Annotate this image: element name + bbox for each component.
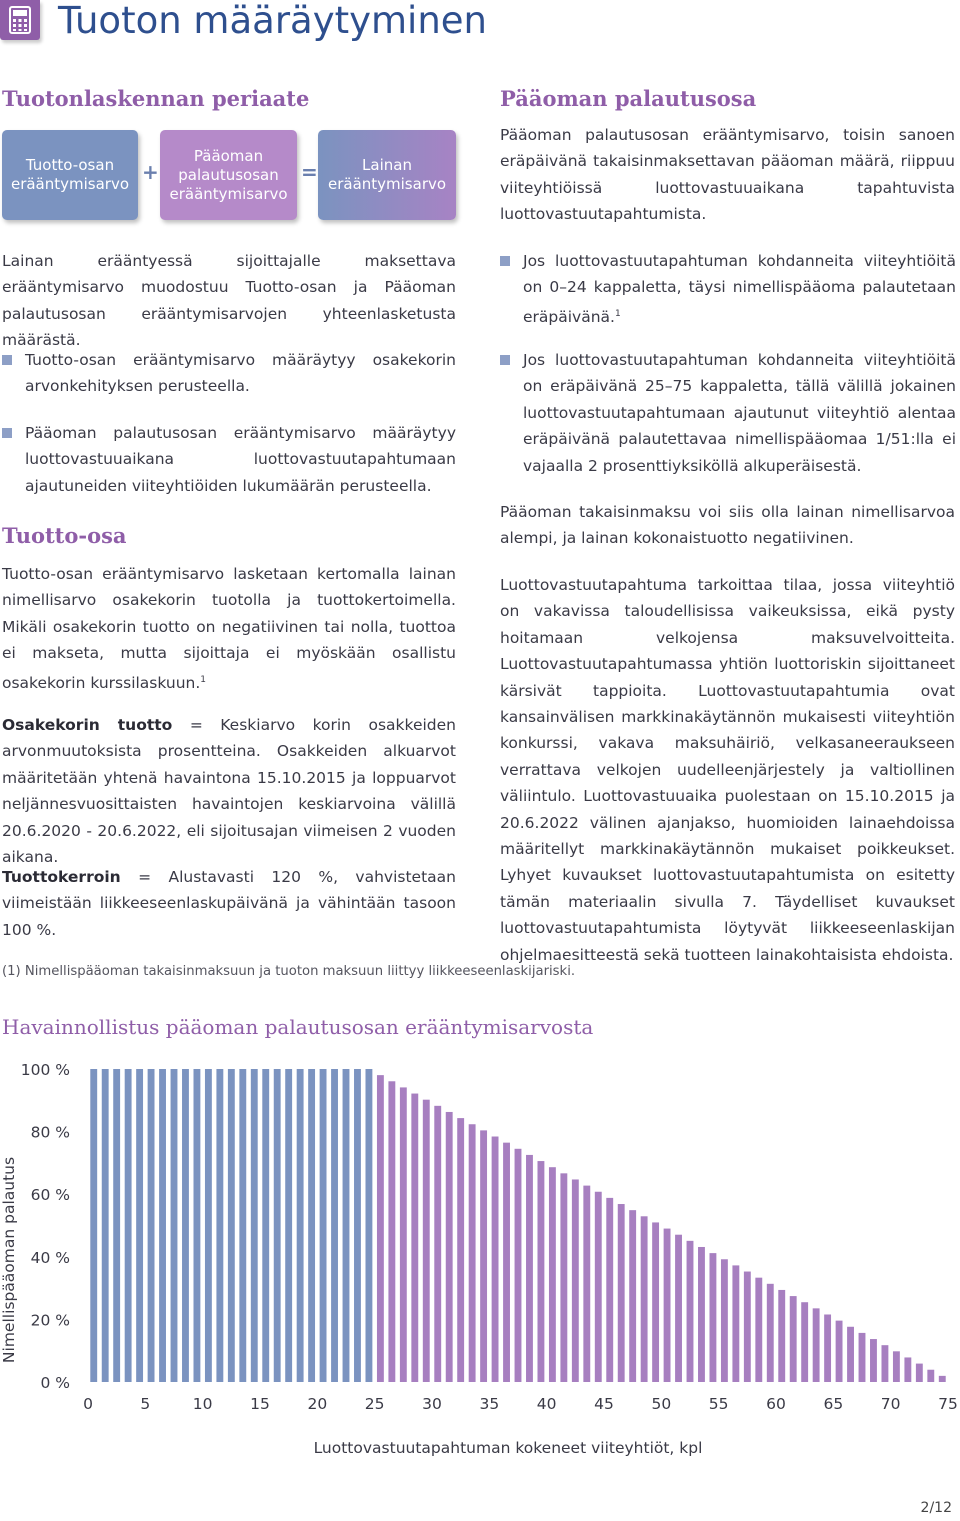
footnote-ref: 1: [614, 308, 621, 319]
x-tick-label: 5: [140, 1395, 151, 1413]
x-tick-label: 45: [594, 1395, 614, 1413]
bar: [732, 1265, 739, 1382]
osakekorin-tuotto-label: Osakekorin tuotto: [2, 716, 173, 734]
bar: [457, 1118, 464, 1382]
bar: [549, 1167, 556, 1382]
section-title-tuotto-osa: Tuotto-osa: [2, 523, 127, 548]
section-title-paaoman-palautusosa: Pääoman palautusosa: [500, 86, 757, 111]
x-tick-label: 15: [250, 1395, 270, 1413]
bar: [343, 1069, 350, 1382]
bar: [113, 1069, 120, 1382]
y-tick-label: 60 %: [30, 1186, 70, 1205]
bar: [205, 1069, 212, 1382]
bar: [469, 1124, 476, 1382]
footnote-ref: 1: [200, 674, 207, 685]
x-axis-label: Luottovastuutapahtuman kokeneet viiteyhtiöt, kpl: [313, 1439, 703, 1457]
y-tick-label: 20 %: [30, 1311, 70, 1330]
bar: [262, 1069, 269, 1382]
bar: [148, 1069, 155, 1382]
bar: [90, 1069, 97, 1382]
bar: [285, 1069, 292, 1382]
bar: [778, 1290, 785, 1382]
bar: [400, 1087, 407, 1382]
bar: [228, 1069, 235, 1382]
right-paragraph-3: Luottovastuutapahtuma tarkoittaa tilaa, jossa viiteyhtiö on vakavissa taloudellisissa vaikeuksissa, eikä pysty hoitamaan velkojensa maksuvelvoitteita. Luottovastuutapahtumassa yhtiön luottoriskin sijoittaneet kärsivät tappioita. Luottovastuutapahtumia ovat kansainvälisen markkinakäytännön mukaisesti viiteyhtiön konkurssi, vakava maksuhäiriö, velkasaneeraukseen verrattava velkojen uudelleenjärjestely ja valtiollinen väliintulo. Luottovastuuaika puolestaan on 15.10.2015 ja 20.6.2022 välinen ajanjakso, huomioiden lainaehdoissa määritellyt markkinakäytännön mukaiset poikkeukset. Lyhyet kuvaukset luottovastuutapahtumista on esitetty tämän materiaalin sivulla 7. Täydelliset kuvaukset luottovastuutapahtumista löytyvät liikkeeseenlaskijan ohjelmaesitteestä sekä tuotteen lainakohtaisista ehdoista.: [500, 576, 955, 964]
bar: [308, 1069, 315, 1382]
bar: [618, 1204, 625, 1382]
bar: [801, 1302, 808, 1382]
tuotto-osa-text: Tuotto-osan erääntymisarvo lasketaan kertomalla lainan nimellisarvo osakekorin tuotolla ja tuottokertoimella. Mikäli osakekorin tuotto on negatiivinen tai nolla, tuottoa ei makseta, mutta sijoittaja ei myöskään osallistu osakekorin kurssilaskuun.: [2, 565, 456, 692]
bar: [904, 1357, 911, 1382]
bar: [859, 1333, 866, 1382]
bar: [813, 1308, 820, 1382]
bar: [755, 1278, 762, 1382]
calculator-icon: [0, 0, 40, 40]
calc-box-paaoman-palautusosa: [160, 130, 297, 220]
right-intro-paragraph: Pääoman palautusosan erääntymisarvo, toisin sanoen eräpäivänä takaisinmaksettavan pääoman määrä, riippuu viiteyhtiöissä luottovastuuaikana tapahtuvista luottovastuutapahtumista.: [500, 126, 955, 224]
right-bullet-2: [500, 347, 956, 479]
bullet-square-icon: [500, 256, 510, 266]
bar: [790, 1296, 797, 1382]
bullet-square-icon: [500, 355, 510, 365]
bar: [698, 1247, 705, 1382]
tuotto-osa-paragraph: [2, 561, 456, 696]
right-bullet-2-text: Jos luottovastuutapahtuman kohdanneita viiteyhtiöitä on eräpäivänä 25–75 kappaletta, tällä välillä jokainen luottovastuutapahtumaan ajautunut viiteyhtiö alentaa eräpäivänä palautettavaa nimellispääomaa 1/51:lla ei vajaalla 2 prosenttiyksiköllä alkuperäisestä.: [523, 351, 956, 475]
bar: [354, 1069, 361, 1382]
x-tick-label: 35: [479, 1395, 500, 1413]
bar: [331, 1069, 338, 1382]
bar: [159, 1069, 166, 1382]
tuottokerroin-label: Tuottokerroin: [2, 868, 121, 886]
bar: [365, 1069, 372, 1382]
bar: [767, 1284, 774, 1382]
bar: [583, 1186, 590, 1382]
bar: [629, 1210, 636, 1382]
bullet-square-icon: [2, 428, 12, 438]
tuottokerroin-paragraph: [2, 864, 456, 943]
bar: [274, 1069, 281, 1382]
x-tick-label: 60: [766, 1395, 786, 1413]
bars: [90, 1069, 945, 1382]
calc-box-lainan-eraantymisarvo: [318, 130, 456, 220]
plus-sign: +: [142, 160, 159, 184]
bar: [664, 1229, 671, 1382]
bar: [125, 1069, 132, 1382]
bar: [446, 1112, 453, 1382]
x-tick-label: 55: [708, 1395, 729, 1413]
bar: [606, 1198, 613, 1382]
equals-sign: =: [301, 160, 318, 184]
bar: [916, 1364, 923, 1382]
x-tick-label: 40: [536, 1395, 557, 1413]
right-paragraph-2: Pääoman takaisinmaksu voi siis olla lainan nimellisarvoa alempi, ja lainan kokonaistuotto negatiivinen.: [500, 503, 955, 548]
x-tick-label: 20: [307, 1395, 328, 1413]
y-ticks: [21, 1061, 70, 1392]
bar: [297, 1069, 304, 1382]
calc-box-tuotto-osa-label: Tuotto-osan erääntymisarvo: [10, 156, 130, 193]
bar: [709, 1253, 716, 1382]
bar: [893, 1351, 900, 1382]
x-tick-label: 0: [83, 1395, 93, 1413]
bar: [927, 1370, 934, 1382]
bar: [721, 1259, 728, 1382]
calc-box-paaoman-palautusosa-label: Pääoman palautusosan erääntymisarvo: [169, 146, 288, 203]
page-number: 2/12: [920, 1500, 952, 1516]
bar: [537, 1161, 544, 1382]
bar: [572, 1179, 579, 1382]
bar: [847, 1327, 854, 1382]
x-tick-label: 30: [422, 1395, 442, 1413]
bar: [423, 1100, 430, 1382]
section-title-tuotonlaskenta: Tuotonlaskennan periaate: [2, 86, 310, 111]
bar: [320, 1069, 327, 1382]
left-bullet-1-text: Tuotto-osan erääntymisarvo määräytyy osakekorin arvonkehityksen perusteella.: [25, 351, 456, 396]
bar: [239, 1069, 246, 1382]
x-tick-label: 50: [651, 1395, 672, 1413]
x-tick-label: 25: [364, 1395, 385, 1413]
calc-box-tuotto-osa: [2, 130, 138, 220]
bar: [515, 1149, 522, 1382]
calculator-icon-graphic: [8, 6, 32, 34]
bar: [881, 1345, 888, 1382]
right-bullet-1-text: Jos luottovastuutapahtuman kohdanneita viiteyhtiöitä on 0–24 kappaletta, täysi nimellispääoma palautetaan eräpäivänä.: [523, 252, 956, 326]
bar: [939, 1376, 946, 1382]
x-tick-label: 10: [192, 1395, 213, 1413]
bar: [675, 1235, 682, 1382]
bar: [216, 1069, 223, 1382]
bar: [824, 1314, 831, 1382]
bar: [388, 1081, 395, 1382]
left-bullet-1: [2, 347, 456, 400]
right-bullet-1: [500, 248, 956, 330]
bar: [251, 1069, 258, 1382]
bar: [652, 1222, 659, 1382]
bullet-square-icon: [2, 355, 12, 365]
bar: [687, 1241, 694, 1382]
x-tick-label: 65: [823, 1395, 844, 1413]
chart-title: Havainnollistus pääoman palautusosan erääntymisarvosta: [2, 1015, 594, 1039]
bar: [526, 1155, 533, 1382]
calc-box-lainan-eraantymisarvo-label: Lainan erääntymisarvo: [327, 156, 447, 193]
bar: [193, 1069, 200, 1382]
bar: [102, 1069, 109, 1382]
bar: [136, 1069, 143, 1382]
osakekorin-tuotto-paragraph: [2, 712, 456, 870]
left-bullet-2: [2, 420, 456, 499]
bar: [377, 1075, 384, 1382]
x-tick-label: 70: [880, 1395, 901, 1413]
y-tick-label: 80 %: [30, 1123, 70, 1142]
bar: [434, 1106, 441, 1382]
tuottokerroin-text: = Alustavasti 120 %, vahvistetaan viimeistään liikkeeseenlaskupäivänä ja vähintään tasoon 100 %.: [2, 868, 456, 939]
footnote: (1) Nimellispääoman takaisinmaksuun ja tuoton maksuun liittyy liikkeeseenlaskijariski.: [2, 964, 576, 979]
y-tick-label: 0 %: [40, 1374, 70, 1392]
bar: [480, 1130, 487, 1382]
bar: [492, 1137, 499, 1382]
bar: [595, 1192, 602, 1382]
y-tick-label: 100 %: [20, 1061, 70, 1079]
bar: [411, 1094, 418, 1382]
y-axis-label: Nimellispääoman palautus: [0, 1156, 18, 1364]
bar: [171, 1069, 178, 1382]
bar: [744, 1272, 751, 1382]
x-ticks: [83, 1395, 958, 1413]
bar: [870, 1339, 877, 1382]
bar: [836, 1321, 843, 1382]
bar: [182, 1069, 189, 1382]
x-tick-label: 75: [938, 1395, 958, 1413]
left-bullet-2-text: Pääoman palautusosan erääntymisarvo määräytyy luottovastuuaikana luottovastuutapahtumaan ajautuneiden viiteyhtiöiden lukumäärän perusteella.: [25, 424, 456, 495]
repayment-bar-chart: [0, 1045, 960, 1465]
bar: [503, 1143, 510, 1382]
page-title: Tuoton määräytyminen: [58, 0, 487, 42]
left-intro-paragraph: Lainan erääntyessä sijoittajalle maksettava erääntymisarvo muodostuu Tuotto-osan ja Pääoman palautusosan erääntymisarvojen yhteenlasketusta määrästä.: [2, 252, 456, 350]
y-tick-label: 40 %: [30, 1248, 70, 1267]
bar: [560, 1173, 567, 1382]
bar: [641, 1216, 648, 1382]
osakekorin-tuotto-text: = Keskiarvo korin osakkeiden arvonmuutoksista prosentteina. Osakkeiden alkuarvot määritetään yhtenä havaintona 15.10.2015 ja loppuarvot neljännesvuosittaisten havaintojen keskiarvoina välillä 20.6.2020 - 20.6.2022, eli sijoitusajan viimeisen 2 vuoden aikana.: [2, 716, 456, 867]
